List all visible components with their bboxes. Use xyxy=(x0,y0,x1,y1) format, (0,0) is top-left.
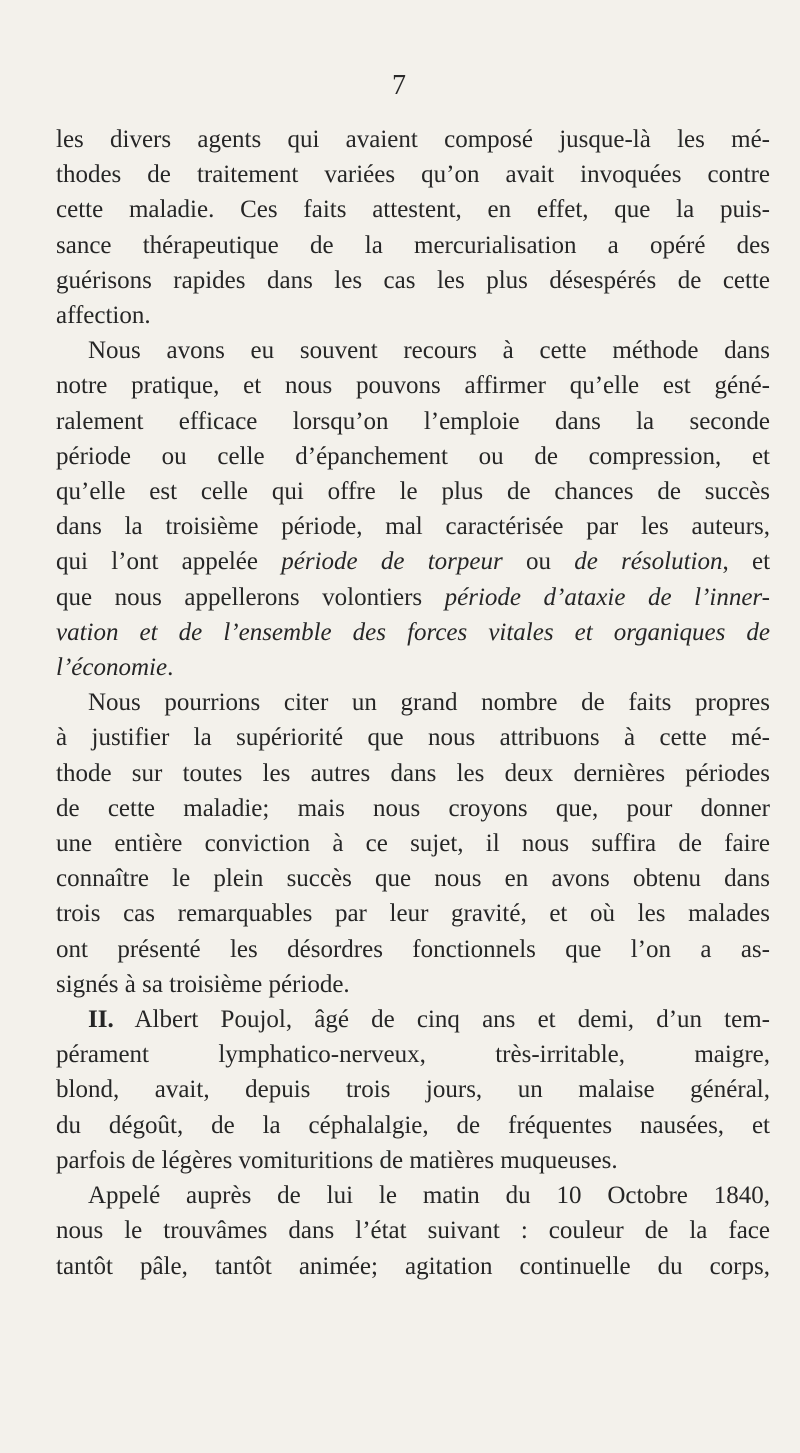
text-line: ont présenté les désordres fonctionnels que l’on a as- xyxy=(56,935,770,963)
page-number: 7 xyxy=(392,70,406,101)
text-run: Albert Poujol, âgé de cinq ans et demi, d’un tem- xyxy=(113,1006,770,1034)
italic-term: l’économie xyxy=(56,654,168,682)
text-line: du dégoût, de la céphalalgie, de fréquentes nausées, et xyxy=(56,1111,770,1139)
text-line: pérament lymphatico-nerveux, très-irritable, maigre, xyxy=(56,1041,770,1069)
paragraph-4 xyxy=(56,1002,770,1178)
text-run: , et xyxy=(722,548,771,576)
text-line: de cette maladie; mais nous croyons que, pour donner xyxy=(56,794,770,822)
text-line: signés à sa troisième période. xyxy=(56,970,350,998)
italic-term: vation et de l’ensemble des forces vitales et organiques de xyxy=(56,618,770,646)
text-run: qui l’ont appelée xyxy=(56,548,282,576)
text-line: thodes de traitement variées qu’on avait invoquées contre xyxy=(56,161,770,189)
text-line xyxy=(56,615,770,650)
text-line: guérisons rapides dans les cas les plus désespérés de cette xyxy=(56,266,770,294)
paragraph-3 xyxy=(56,685,770,1002)
paragraph-5 xyxy=(56,1178,770,1284)
text-line: dans la troisième période, mal caractérisée par les auteurs, xyxy=(56,513,770,541)
text-line: qu’elle est celle qui offre le plus de chances de succès xyxy=(56,478,770,506)
text-line xyxy=(56,1002,770,1037)
text-line: une entière conviction à ce sujet, il nous suffira de faire xyxy=(56,830,770,858)
text-line: les divers agents qui avaient composé jusque-là les mé- xyxy=(56,126,770,153)
text-line: connaître le plein succès que nous en avons obtenu dans xyxy=(56,865,770,893)
italic-term: période de torpeur xyxy=(281,548,503,576)
paragraph-1 xyxy=(56,122,770,333)
text-line: à justifier la supériorité que nous attribuons à cette mé- xyxy=(56,724,770,752)
text-line: trois cas remarquables par leur gravité, et où les malades xyxy=(56,900,770,928)
text-line: affection. xyxy=(56,302,151,330)
text-line: nous le trouvâmes dans l’état suivant : couleur de la face xyxy=(56,1217,770,1245)
text-line: tantôt pâle, tantôt animée; agitation continuelle du corps, xyxy=(56,1252,770,1280)
body-text xyxy=(56,122,770,1284)
italic-term: de résolution xyxy=(574,548,723,576)
text-line: blond, avait, depuis trois jours, un malaise général, xyxy=(56,1076,770,1104)
text-line: thode sur toutes les autres dans les deux dernières périodes xyxy=(56,759,770,787)
text-line: période ou celle d’épanchement ou de compression, et xyxy=(56,442,770,470)
text-line: Nous avons eu souvent recours à cette méthode dans xyxy=(88,337,770,365)
italic-term: période d’ataxie de l’inner- xyxy=(444,583,770,611)
text-line: cette maladie. Ces faits attestent, en effet, que la puis- xyxy=(56,196,770,224)
text-line xyxy=(56,544,770,579)
text-line xyxy=(56,580,770,615)
text-line: Nous pourrions citer un grand nombre de faits propres xyxy=(88,689,770,717)
text-line: notre pratique, et nous pouvons affirmer qu’elle est géné- xyxy=(56,372,770,400)
text-run: que nous appellerons volontiers xyxy=(56,583,445,611)
text-run: ou xyxy=(502,548,575,576)
text-line: Appelé auprès de lui le matin du 10 Octobre 1840, xyxy=(88,1182,770,1210)
text-line: parfois de légères vomituritions de matières muqueuses. xyxy=(56,1146,618,1174)
case-number: II. xyxy=(88,1006,114,1034)
text-run: . xyxy=(167,654,174,682)
text-line xyxy=(56,650,770,685)
text-line: ralement efficace lorsqu’on l’emploie dans la seconde xyxy=(56,407,770,435)
text-line: sance thérapeutique de la mercurialisation a opéré des xyxy=(56,231,770,259)
paragraph-2 xyxy=(56,333,770,685)
